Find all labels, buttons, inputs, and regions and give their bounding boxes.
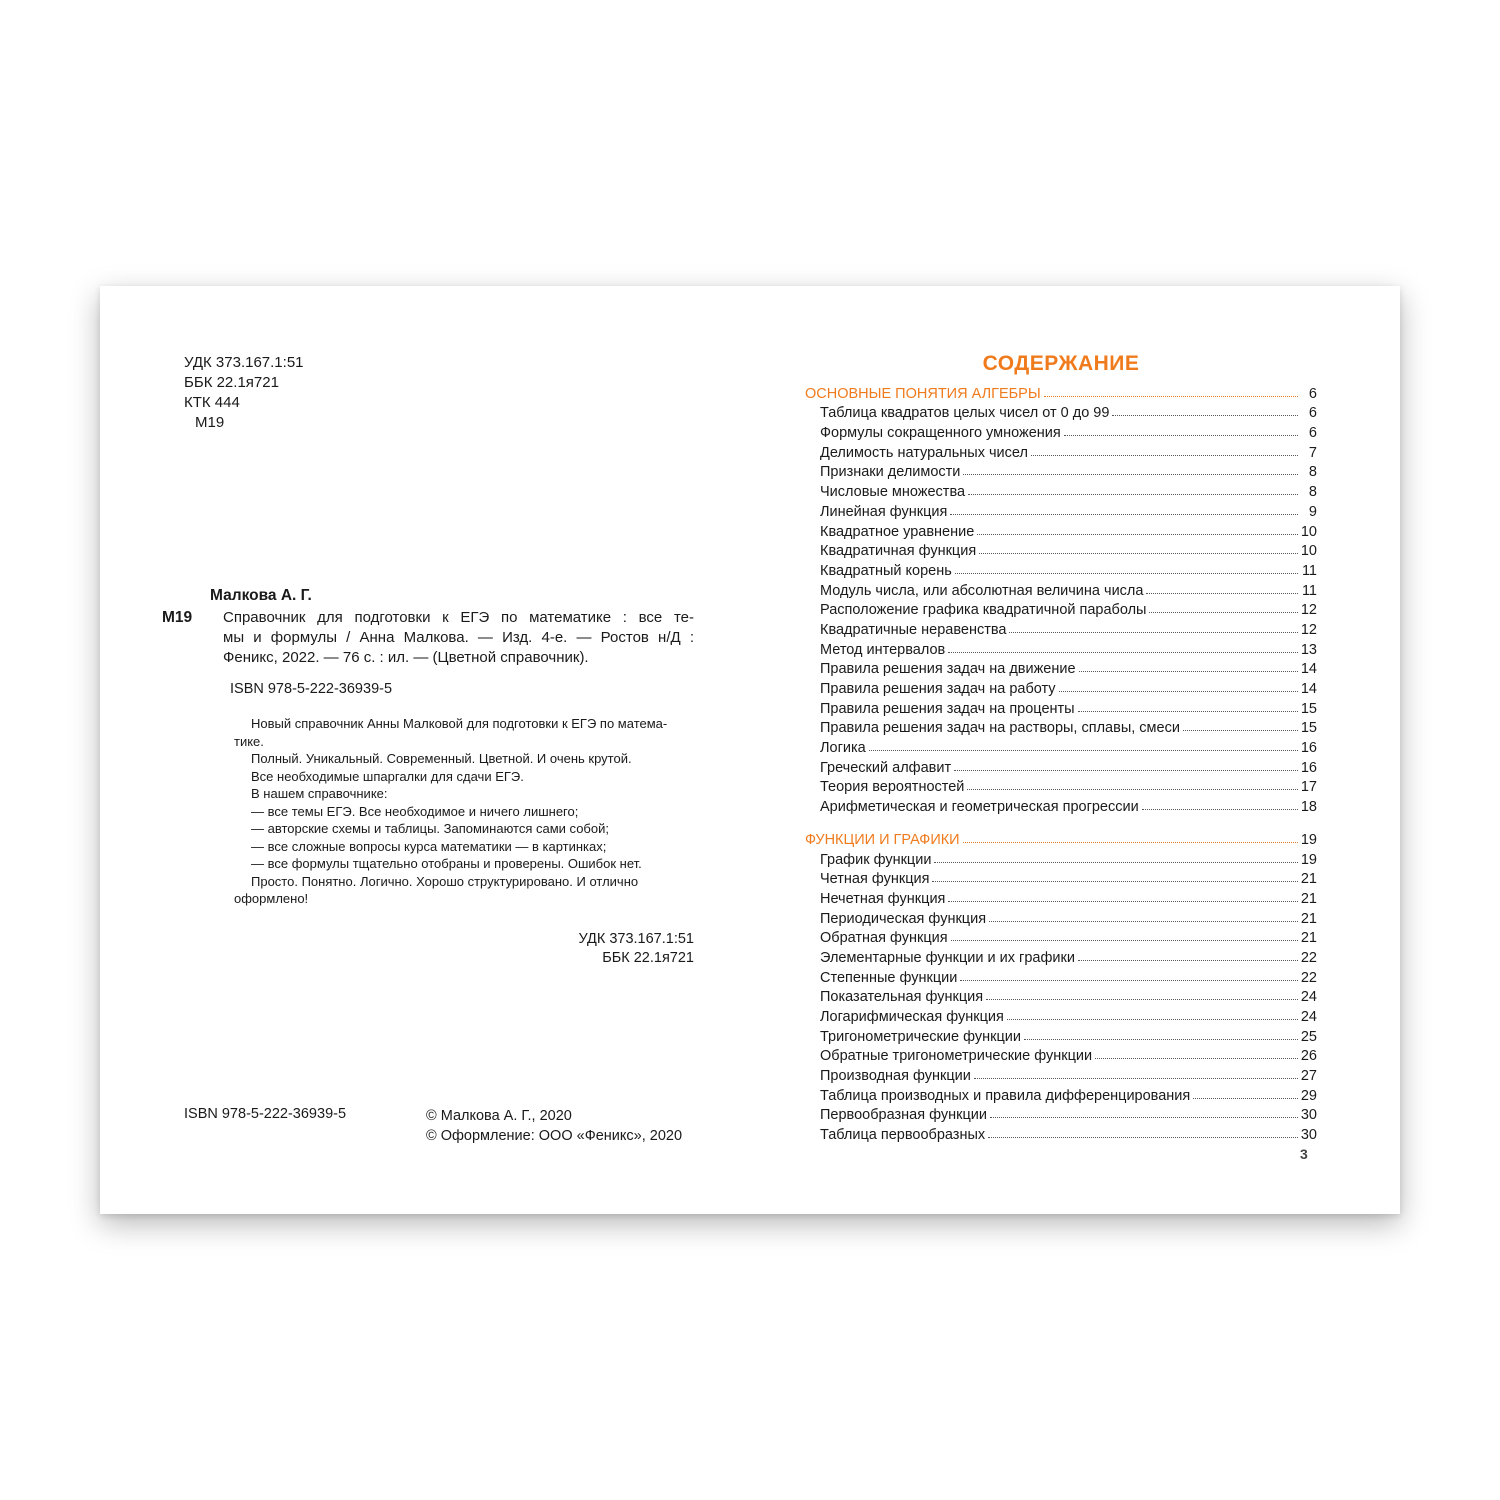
toc-item[interactable] [805, 599, 1317, 619]
bbk-code: ББК 22.1я721 [184, 374, 279, 391]
toc-item-page: 7 [1308, 444, 1317, 461]
toc-item-title: Правила решения задач на растворы, сплавы, смеси [820, 720, 1180, 737]
toc-item[interactable] [805, 658, 1317, 678]
toc-item[interactable] [805, 946, 1317, 966]
dot-leader [1146, 592, 1298, 594]
toc-item[interactable] [805, 402, 1317, 422]
dot-leader [963, 473, 1298, 475]
toc-item-title: Обратные тригонометрические функции [820, 1048, 1093, 1065]
toc-item[interactable] [805, 421, 1317, 441]
toc-item[interactable] [805, 480, 1317, 500]
dot-leader [1142, 808, 1298, 810]
toc-item-page: 8 [1308, 484, 1317, 501]
toc-item-page: 16 [1300, 740, 1317, 757]
dot-leader [932, 880, 1297, 882]
annotation-line: — все формулы тщательно отобраны и проверены. Ошибок нет. [251, 856, 642, 871]
bib-line: Феникс, 2022. — 76 с. : ил. — (Цветной справочник). [223, 649, 589, 666]
toc-section-page: 19 [1300, 831, 1317, 848]
dot-leader [967, 788, 1297, 790]
toc-item-page: 11 [1301, 562, 1317, 579]
toc-item[interactable] [805, 1025, 1317, 1045]
dot-leader [1183, 729, 1298, 731]
toc-item[interactable] [805, 579, 1317, 599]
toc-item-title: Правила решения задач на работу [820, 681, 1056, 697]
dot-leader [986, 998, 1298, 1000]
toc-item-page: 8 [1308, 464, 1317, 481]
toc-item[interactable] [805, 1005, 1317, 1025]
annotation-line: Новый справочник Анны Малковой для подготовки к ЕГЭ по матема- [251, 716, 668, 731]
bib-line: Справочник для подготовки к ЕГЭ по математике : все те- [223, 609, 694, 626]
toc-item-page: 12 [1300, 602, 1317, 619]
toc-item-title: Производная функции [820, 1068, 971, 1085]
toc-item-page: 14 [1300, 681, 1317, 697]
book-spread [100, 286, 1400, 1214]
toc-item-page: 30 [1300, 1107, 1317, 1124]
dot-leader [977, 533, 1298, 535]
dot-leader [951, 939, 1298, 941]
page-number: 3 [1300, 1146, 1308, 1162]
isbn-bottom: ISBN 978-5-222-36939-5 [184, 1106, 347, 1122]
toc-item[interactable] [805, 500, 1317, 520]
table-of-contents [805, 382, 1317, 1143]
toc-item[interactable] [805, 868, 1317, 888]
dot-leader [989, 920, 1298, 922]
toc-item-page: 29 [1300, 1087, 1317, 1104]
toc-item-page: 17 [1300, 779, 1317, 796]
toc-item-page: 13 [1300, 641, 1317, 658]
dot-leader [1024, 1038, 1298, 1040]
toc-item-title: Таблица первообразных [820, 1127, 986, 1144]
toc-item-title: Первообразная функции [820, 1107, 987, 1124]
annotation [234, 715, 694, 908]
toc-item-page: 30 [1300, 1127, 1317, 1144]
toc-item-page: 22 [1300, 969, 1317, 986]
dot-leader [990, 1116, 1298, 1118]
annotation-line: — авторские схемы и таблицы. Запоминаются сами собой; [251, 821, 609, 836]
isbn: ISBN 978-5-222-36939-5 [230, 681, 393, 697]
toc-item-page: 26 [1300, 1048, 1317, 1065]
toc-item-title: Таблица производных и правила дифференцирования [820, 1087, 1191, 1104]
toc-item[interactable] [805, 1045, 1317, 1065]
toc-item[interactable] [805, 638, 1317, 658]
toc-item-page: 19 [1300, 851, 1317, 868]
toc-item-title: Нечетная функция [820, 890, 946, 907]
toc-item-title: Четная функция [820, 871, 930, 888]
dot-leader [979, 552, 1298, 554]
toc-item[interactable] [805, 1084, 1317, 1104]
toc-item[interactable] [805, 520, 1317, 540]
toc-item-page: 21 [1300, 930, 1317, 947]
toc-item-page: 18 [1300, 799, 1317, 816]
annotation-line: — все темы ЕГЭ. Все необходимое и ничего лишнего; [251, 803, 579, 819]
toc-item-title: Периодическая функция [820, 910, 987, 927]
bibliographic-description [223, 608, 694, 668]
dot-leader [1078, 959, 1298, 961]
toc-item[interactable] [805, 736, 1317, 756]
toc-item-page: 16 [1300, 759, 1317, 776]
author-name: Малкова А. Г. [210, 587, 312, 604]
dot-leader [963, 841, 1298, 843]
toc-item-title: Обратная функция [820, 930, 948, 947]
toc-item-title: Формулы сокращенного умножения [820, 425, 1061, 442]
annotation-line: тике. [234, 733, 264, 749]
bbk-code: ББК 22.1я721 [602, 950, 694, 966]
dot-leader [1078, 710, 1298, 712]
toc-item-page: 6 [1308, 425, 1317, 442]
dot-leader [1112, 414, 1298, 416]
toc-item-page: 6 [1308, 405, 1317, 422]
toc-item-page: 25 [1300, 1028, 1317, 1045]
toc-item-title: Логика [820, 740, 866, 757]
udk-code: УДК 373.167.1:51 [184, 354, 304, 371]
toc-item-title: Квадратный корень [820, 562, 952, 579]
toc-item-title: Линейная функция [820, 503, 948, 520]
toc-item[interactable] [805, 986, 1317, 1006]
toc-title: СОДЕРЖАНИЕ [982, 352, 1140, 375]
toc-item-title: Квадратное уравнение [820, 523, 975, 540]
toc-item-title: Правила решения задач на движение [820, 661, 1076, 678]
classification-codes-bottom [500, 930, 694, 968]
dot-leader [1095, 1057, 1298, 1059]
annotation-line: Просто. Понятно. Логично. Хорошо структурировано. И отлично [251, 873, 639, 889]
toc-item[interactable] [805, 697, 1317, 717]
toc-item-page: 22 [1300, 949, 1317, 966]
udk-code: УДК 373.167.1:51 [578, 931, 694, 947]
toc-item[interactable] [805, 907, 1317, 927]
toc-item-title: Логарифмическая функция [820, 1009, 1004, 1025]
toc-item-page: 21 [1300, 890, 1317, 907]
toc-item-title: Квадратичная функция [820, 543, 977, 560]
toc-section-page: 6 [1308, 385, 1317, 402]
dot-leader [955, 572, 1298, 574]
toc-item-page: 10 [1300, 523, 1317, 540]
toc-item-title: Греческий алфавит [820, 759, 952, 776]
toc-item-page: 10 [1300, 543, 1317, 560]
toc-item-title: Числовые множества [820, 484, 966, 501]
toc-item-title: Элементарные функции и их графики [820, 949, 1075, 966]
dot-leader [1044, 395, 1298, 397]
annotation-line: оформлено! [234, 891, 309, 906]
section-gap [805, 815, 1317, 828]
toc-item[interactable] [805, 966, 1317, 986]
copyright [426, 1106, 682, 1146]
dot-leader [1059, 690, 1298, 692]
toc-item-title: Расположение графика квадратичной параболы [820, 602, 1147, 619]
toc-section-title: ОСНОВНЫЕ ПОНЯТИЯ АЛГЕБРЫ [805, 385, 1041, 402]
toc-item[interactable] [805, 756, 1317, 776]
annotation-line: Все необходимые шпаргалки для сдачи ЕГЭ. [251, 768, 524, 784]
dot-leader [948, 900, 1297, 902]
toc-section[interactable] [805, 382, 1317, 402]
bib-line: мы и формулы / Анна Малкова. — Изд. 4-е. — Ростов н/Д : [223, 629, 694, 646]
dot-leader [974, 1077, 1298, 1079]
toc-item-title: Арифметическая и геометрическая прогрессии [820, 799, 1139, 816]
toc-item-title: Степенные функции [820, 969, 958, 986]
dot-leader [948, 651, 1298, 653]
toc-item[interactable] [805, 1104, 1317, 1124]
toc-item-title: Тригонометрические функции [820, 1028, 1021, 1045]
toc-item-page: 15 [1300, 700, 1317, 717]
dot-leader [968, 493, 1298, 495]
toc-item[interactable] [805, 677, 1317, 697]
toc-item-page: 9 [1308, 503, 1317, 520]
toc-item-title: График функции [820, 851, 932, 868]
toc-item-page: 21 [1300, 871, 1317, 888]
toc-item-title: Теория вероятностей [820, 779, 965, 796]
toc-item-page: 11 [1301, 582, 1317, 599]
ktk-code: КТК 444 [184, 394, 240, 411]
dot-leader [934, 861, 1297, 863]
toc-item[interactable] [805, 1123, 1317, 1143]
dot-leader [1193, 1097, 1298, 1099]
toc-item[interactable] [805, 795, 1317, 815]
toc-item-title: Таблица квадратов целых чисел от 0 до 99 [820, 405, 1110, 422]
dot-leader [1009, 631, 1297, 633]
toc-item-title: Делимость натуральных чисел [820, 444, 1028, 461]
toc-item-title: Правила решения задач на проценты [820, 700, 1075, 717]
toc-item-page: 24 [1300, 1009, 1317, 1025]
toc-item-page: 14 [1300, 661, 1317, 678]
toc-item-title: Показательная функция [820, 989, 984, 1006]
annotation-line: Полный. Уникальный. Современный. Цветной. И очень крутой. [251, 751, 632, 766]
dot-leader [1064, 434, 1298, 436]
dot-leader [1031, 454, 1298, 456]
toc-item[interactable] [805, 848, 1317, 868]
toc-item[interactable] [805, 618, 1317, 638]
toc-item[interactable] [805, 461, 1317, 481]
toc-item[interactable] [805, 927, 1317, 947]
toc-section[interactable] [805, 828, 1317, 848]
toc-section-title: ФУНКЦИИ И ГРАФИКИ [805, 831, 960, 848]
toc-item-page: 24 [1300, 989, 1317, 1006]
toc-item-title: Признаки делимости [820, 464, 961, 481]
dot-leader [950, 513, 1298, 515]
dot-leader [1149, 611, 1297, 613]
toc-item[interactable] [805, 540, 1317, 560]
dot-leader [1007, 1018, 1298, 1020]
toc-item-title: Квадратичные неравенства [820, 621, 1007, 638]
author-mark: М19 [195, 414, 225, 431]
copyright-line: © Оформление: ООО «Феникс», 2020 [426, 1128, 683, 1144]
toc-item[interactable] [805, 1064, 1317, 1084]
dot-leader [954, 769, 1298, 771]
toc-item-title: Модуль числа, или абсолютная величина числа [820, 582, 1144, 599]
author-mark-bold: М19 [162, 609, 193, 626]
dot-leader [960, 979, 1298, 981]
copyright-line: © Малкова А. Г., 2020 [426, 1108, 572, 1124]
dot-leader [988, 1136, 1298, 1138]
classification-codes [184, 353, 304, 433]
toc-item-page: 12 [1300, 621, 1317, 638]
dot-leader [869, 749, 1298, 751]
annotation-line: — все сложные вопросы курса математики — в картинках; [251, 838, 607, 854]
dot-leader [1079, 670, 1298, 672]
toc-item[interactable] [805, 717, 1317, 737]
toc-item-page: 27 [1300, 1068, 1317, 1085]
toc-item[interactable] [805, 776, 1317, 796]
toc-item[interactable] [805, 441, 1317, 461]
toc-item[interactable] [805, 559, 1317, 579]
toc-item-page: 15 [1300, 720, 1317, 737]
toc-item[interactable] [805, 887, 1317, 907]
toc-item-title: Метод интервалов [820, 641, 946, 658]
toc-item-page: 21 [1300, 910, 1317, 927]
annotation-line: В нашем справочнике: [251, 786, 388, 801]
